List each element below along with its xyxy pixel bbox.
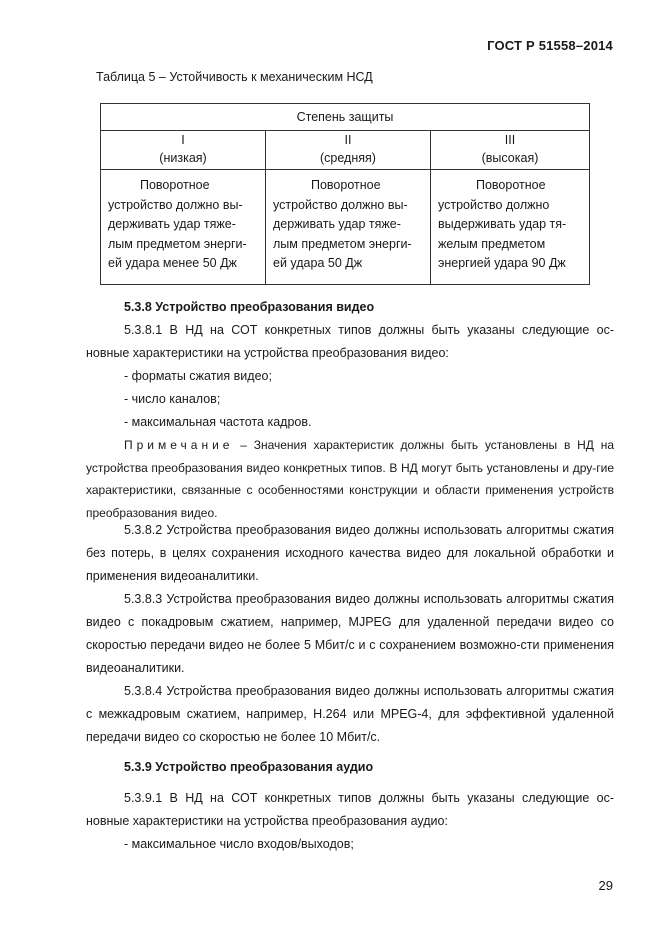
note-label: Примечание xyxy=(124,438,234,452)
note-text: – Значения характеристик должны быть установлены в НД на устройства преобразования видео конкретных типов. В НД могут быть установлены и дру-гие характеристики, связанные с особенностями конструкции и области применения устройств преобразования видео. xyxy=(86,438,614,520)
cell-line: устройство должно xyxy=(438,197,550,212)
list-item: - максимальная частота кадров. xyxy=(124,415,312,429)
list-item: - максимальное число входов/выходов; xyxy=(124,837,354,851)
cell-line: Поворотное xyxy=(476,178,546,192)
cell-line: энергией удара 90 Дж xyxy=(438,256,566,270)
cell-line: лым предметом энерги- xyxy=(273,236,412,251)
level-roman: II xyxy=(344,133,352,147)
table-caption: Таблица 5 – Устойчивость к механическим НСД xyxy=(96,70,373,84)
cell-line: лым предметом энерги- xyxy=(108,236,247,251)
page-number: 29 xyxy=(598,878,613,893)
section-heading-5-3-9: 5.3.9 Устройство преобразования аудио xyxy=(124,760,374,774)
level-header-1 xyxy=(101,131,266,170)
list-item: - форматы сжатия видео; xyxy=(124,369,272,383)
cell-line: ей удара 50 Дж xyxy=(273,256,363,270)
level-name: (средняя) xyxy=(320,151,376,165)
paragraph-5-3-8-1: 5.3.8.1 В НД на СОТ конкретных типов должны быть указаны следующие ос-новные характеристики на устройства преобразования видео: xyxy=(86,323,614,360)
list-item: - число каналов; xyxy=(124,392,221,406)
table-cell-high xyxy=(431,170,590,285)
level-header-3 xyxy=(431,131,590,170)
cell-line: желым предметом xyxy=(438,236,546,251)
cell-line: держивать удар тяже- xyxy=(108,217,236,231)
section-heading-5-3-8: 5.3.8 Устройство преобразования видео xyxy=(124,300,375,314)
level-roman: I xyxy=(181,133,185,147)
table-cell-low xyxy=(101,170,266,285)
document-header: ГОСТ Р 51558–2014 xyxy=(487,38,613,53)
table-span-header: Степень защиты xyxy=(101,104,590,131)
cell-line: Поворотное xyxy=(311,178,381,192)
cell-line: устройство должно вы- xyxy=(273,197,408,212)
note-paragraph xyxy=(86,434,614,524)
level-header-2 xyxy=(266,131,431,170)
cell-line: Поворотное xyxy=(140,178,210,192)
paragraph-5-3-9-1: 5.3.9.1 В НД на СОТ конкретных типов должны быть указаны следующие ос-новные характеристики на устройства преобразования аудио: xyxy=(86,791,614,828)
level-roman: III xyxy=(504,133,516,147)
paragraph-5-3-8-4: 5.3.8.4 Устройства преобразования видео должны использовать алгоритмы сжатия с межкадровым сжатием, например, H.264 или MPEG-4, для эффективной удаленной передачи видео со скоростью не более 10 Мбит/с. xyxy=(86,684,614,744)
cell-line: выдерживать удар тя- xyxy=(438,217,567,231)
paragraph-5-3-8-3: 5.3.8.3 Устройства преобразования видео должны использовать алгоритмы сжатия видео с покадровым сжатием, например, MJPEG для удаленной передачи видео со скоростью передачи видео не более 5 Мбит/с и с сохранением возможно-сти применения видеоаналитики. xyxy=(86,592,614,675)
table-cell-medium xyxy=(266,170,431,285)
protection-table xyxy=(100,103,590,285)
level-name: (низкая) xyxy=(159,151,207,165)
cell-line: держивать удар тяже- xyxy=(273,217,401,231)
level-name: (высокая) xyxy=(481,151,539,165)
cell-line: устройство должно вы- xyxy=(108,197,243,212)
paragraph-5-3-8-2: 5.3.8.2 Устройства преобразования видео должны использовать алгоритмы сжатия без потерь, в целях сохранения исходного качества видео для локальной обработки и применения видеоаналитики. xyxy=(86,523,614,583)
cell-line: ей удара менее 50 Дж xyxy=(108,256,237,270)
